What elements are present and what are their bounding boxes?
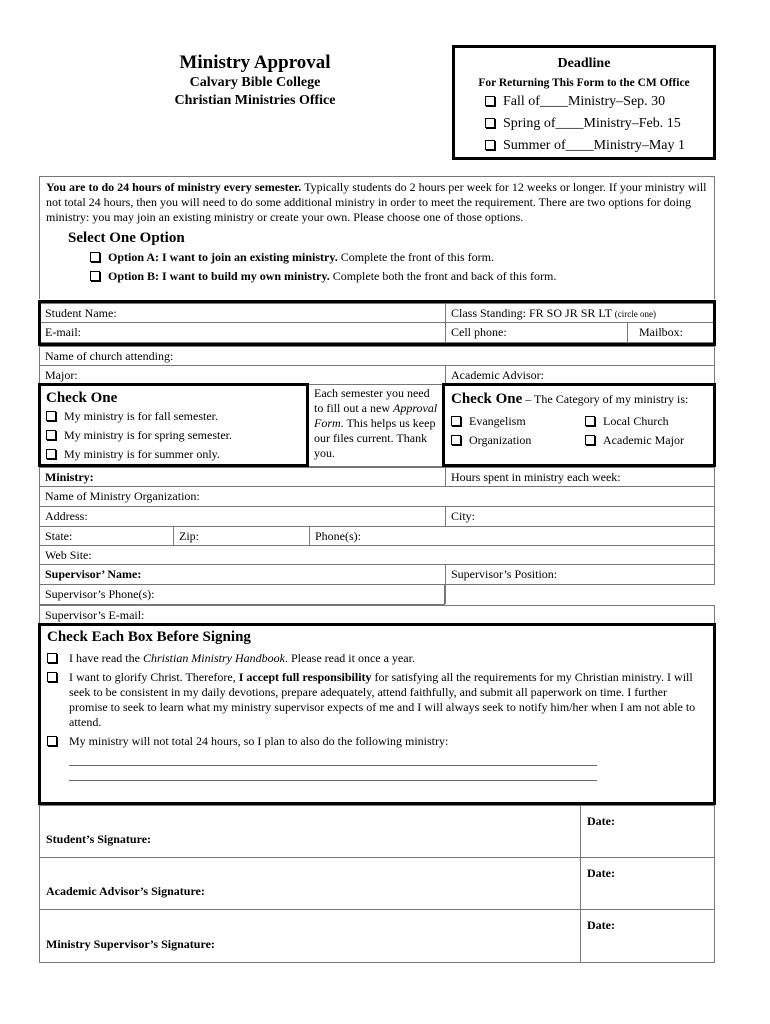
- checkbox-icon[interactable]: [485, 140, 495, 150]
- org-name-field[interactable]: Name of Ministry Organization:: [45, 489, 200, 503]
- deadline-box: [452, 45, 716, 160]
- final-check-item-additional[interactable]: My ministry will not total 24 hours, so I plan to also do the following ministry:: [47, 734, 707, 749]
- intro-text: You are to do 24 hours of ministry every semester. Typically students do 2 hours per week for 12 weeks or longer. If your ministry will not total 24 hours, then you will need to do some additional ministry in order to meet the requirement. There are two options for doing ministry: you may join an existing ministry or create your own. Please choose one of those options.: [46, 180, 707, 224]
- checkbox-icon[interactable]: [46, 449, 56, 459]
- zip-field[interactable]: Zip:: [173, 527, 309, 545]
- final-check-heading: Check Each Box Before Signing: [47, 629, 251, 645]
- deadline-heading: Deadline: [557, 56, 611, 71]
- form-title: Ministry Approval: [179, 52, 331, 73]
- checkbox-icon[interactable]: [451, 435, 461, 445]
- deadline-subheading: For Returning This Form to the CM Office: [478, 77, 690, 89]
- checkbox-icon[interactable]: [585, 435, 595, 445]
- city-field[interactable]: City:: [445, 507, 714, 526]
- website-field[interactable]: Web Site:: [45, 548, 92, 562]
- class-standing-field[interactable]: Class Standing: FR SO JR SR LT (circle one): [445, 304, 714, 322]
- checkbox-icon[interactable]: [485, 96, 495, 106]
- state-field[interactable]: State:: [45, 529, 73, 543]
- checkbox-icon[interactable]: [90, 252, 100, 262]
- final-check-box: [38, 623, 716, 805]
- student-date-field[interactable]: Date:: [580, 806, 714, 857]
- address-field[interactable]: Address:: [45, 509, 88, 523]
- supervisor-email-field[interactable]: Supervisor’s E-mail:: [45, 608, 145, 622]
- church-row: [39, 346, 715, 366]
- supervisor-name-row: [39, 565, 715, 585]
- supervisor-phone-row: [39, 585, 445, 605]
- category-organization[interactable]: Organization: [451, 431, 531, 450]
- supervisor-position-field[interactable]: Supervisor’s Position:: [445, 565, 714, 604]
- cell-phone-field[interactable]: Cell phone:: [445, 323, 627, 342]
- additional-ministry-line-2[interactable]: ________________________________________________________________________________________: [69, 768, 597, 782]
- semester-check-box: [38, 383, 309, 467]
- major-field[interactable]: Major:: [45, 368, 78, 382]
- checkbox-icon[interactable]: [47, 653, 57, 663]
- supervisor-phone-field[interactable]: Supervisor’s Phone(s):: [45, 587, 155, 601]
- advisor-signature-row: [39, 858, 715, 910]
- checkbox-icon[interactable]: [90, 271, 100, 281]
- org-row: [39, 487, 715, 507]
- church-field[interactable]: Name of church attending:: [45, 349, 174, 363]
- supervisor-email-row: [39, 605, 715, 624]
- option-b[interactable]: Option B: I want to build my own ministry. Complete both the front and back of this form.: [90, 269, 708, 284]
- category-local-church[interactable]: Local Church: [585, 412, 669, 431]
- deadline-option-fall[interactable]: Fall of____Ministry–Sep. 30: [463, 92, 705, 111]
- ministry-row: [39, 467, 715, 487]
- select-option-heading: Select One Option: [68, 230, 185, 246]
- state-row: [39, 527, 715, 546]
- category-check-heading: Check One – The Category of my ministry is:: [451, 391, 689, 407]
- intro-section: [39, 176, 715, 299]
- checkbox-icon[interactable]: [46, 411, 56, 421]
- form-header: [150, 52, 360, 110]
- final-check-item-handbook[interactable]: I have read the Christian Ministry Handbook. Please read it once a year.: [47, 651, 707, 666]
- semester-option-spring[interactable]: My ministry is for spring semester.: [46, 426, 301, 445]
- mailbox-field[interactable]: Mailbox:: [627, 323, 714, 342]
- final-check-item-responsibility[interactable]: I want to glorify Christ. Therefore, I accept full responsibility for satisfying all the requirements for my Christian ministry. I will seek to be consistent in my daily devotions, prepare adequately, attend faithfully, and submit all paperwork on time. I further promise to seek to learn what my ministry supervisor expects of me and I will always seek to notify him/her when I am not able to attend.: [47, 670, 707, 730]
- college-name: Calvary Bible College: [189, 75, 321, 90]
- semester-option-fall[interactable]: My ministry is for fall semester.: [46, 407, 301, 426]
- advisor-date-field[interactable]: Date:: [580, 858, 714, 909]
- category-academic-major[interactable]: Academic Major: [585, 431, 684, 450]
- supervisor-signature-field[interactable]: Ministry Supervisor’s Signature:: [46, 937, 215, 951]
- email-field[interactable]: E-mail:: [45, 325, 81, 339]
- semester-option-summer[interactable]: My ministry is for summer only.: [46, 445, 301, 464]
- checkbox-icon[interactable]: [485, 118, 495, 128]
- semester-check-heading: Check One: [46, 390, 118, 406]
- hours-field[interactable]: Hours spent in ministry each week:: [445, 468, 714, 486]
- ministry-field[interactable]: Ministry:: [45, 470, 94, 484]
- advisor-signature-field[interactable]: Academic Advisor’s Signature:: [46, 884, 205, 898]
- phone-field[interactable]: Phone(s):: [309, 527, 445, 545]
- student-signature-row: [39, 805, 715, 858]
- checkbox-icon[interactable]: [451, 416, 461, 426]
- supervisor-signature-row: [39, 910, 715, 963]
- supervisor-name-field[interactable]: Supervisor’ Name:: [45, 567, 142, 581]
- category-check-box: [442, 383, 716, 467]
- office-name: Christian Ministries Office: [174, 93, 336, 108]
- additional-ministry-line-1[interactable]: ________________________________________________________________________________________: [69, 753, 597, 767]
- address-row: [39, 507, 715, 527]
- semester-note: Each semester you need to fill out a new Approval Form. This helps us keep our files current. Thank you.: [314, 386, 438, 460]
- student-signature-field[interactable]: Student’s Signature:: [46, 832, 152, 846]
- category-evangelism[interactable]: Evangelism: [451, 412, 526, 431]
- supervisor-date-field[interactable]: Date:: [580, 910, 714, 962]
- deadline-option-summer[interactable]: Summer of____Ministry–May 1: [463, 136, 705, 155]
- website-row: [39, 546, 715, 565]
- student-box-border: [38, 300, 716, 346]
- student-name-field[interactable]: Student Name:: [45, 306, 117, 320]
- checkbox-icon[interactable]: [47, 672, 57, 682]
- checkbox-icon[interactable]: [46, 430, 56, 440]
- advisor-field[interactable]: Academic Advisor:: [445, 366, 714, 384]
- checkbox-icon[interactable]: [47, 736, 57, 746]
- option-a[interactable]: Option A: I want to join an existing ministry. Complete the front of this form.: [90, 250, 708, 265]
- checkbox-icon[interactable]: [585, 416, 595, 426]
- deadline-option-spring[interactable]: Spring of____Ministry–Feb. 15: [463, 114, 705, 133]
